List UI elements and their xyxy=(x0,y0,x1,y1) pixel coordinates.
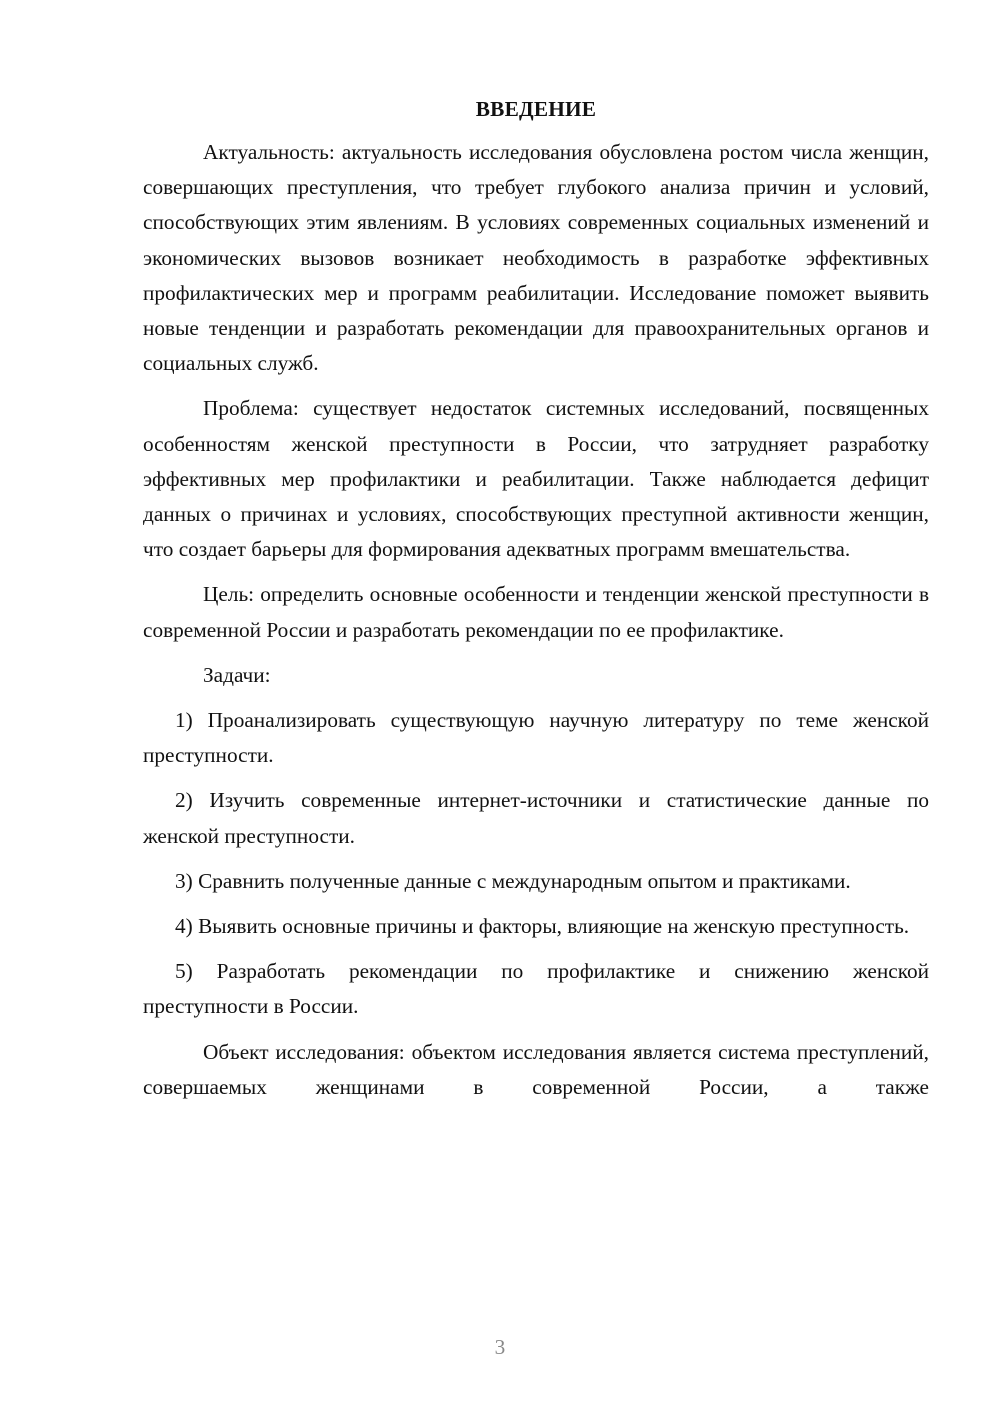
task-item-2: 2) Изучить современные интернет-источники и статистические данные по женской преступности. xyxy=(143,788,929,848)
object-paragraph: Объект исследования: объектом исследования является система преступлений, совершаемых женщинами в современной России, а также xyxy=(143,1039,929,1099)
section-heading: ВВЕДЕНИЕ xyxy=(475,97,597,121)
page-number: 3 xyxy=(494,1335,506,1359)
task-item-5: 5) Разработать рекомендации по профилактике и снижению женской преступности в России. xyxy=(143,959,929,1019)
task-item-1: 1) Проанализировать существующую научную литературу по теме женской преступности. xyxy=(143,708,929,768)
task-item-4: 4) Выявить основные причины и факторы, влияющие на женскую преступность. xyxy=(175,914,910,939)
page-content xyxy=(143,92,929,1115)
task-item-3: 3) Сравнить полученные данные с международным опытом и практиками. xyxy=(175,868,851,893)
problem-paragraph: Проблема: существует недостаток системных исследований, посвященных особенностям женской преступности в России, что затрудняет разработку эффективных мер профилактики и реабилитации. Также наблюдается дефицит данных о причинах и условиях, способствующих преступной активности женщин, что создает барьеры для формирования адекватных программ вмешательства. xyxy=(143,396,929,562)
tasks-label: Задачи: xyxy=(203,662,271,687)
relevance-paragraph: Актуальность: актуальность исследования обусловлена ростом числа женщин, совершающих преступления, что требует глубокого анализа причин и условий, способствующих этим явлениям. В условиях современных социальных изменений и экономических вызовов возникает необходимость в разработке эффективных профилактических мер и программ реабилитации. Исследование поможет выявить новые тенденции и разработать рекомендации для правоохранительных органов и социальных служб. xyxy=(143,140,929,376)
goal-paragraph: Цель: определить основные особенности и тенденции женской преступности в современной России и разработать рекомендации по ее профилактике. xyxy=(143,582,929,642)
